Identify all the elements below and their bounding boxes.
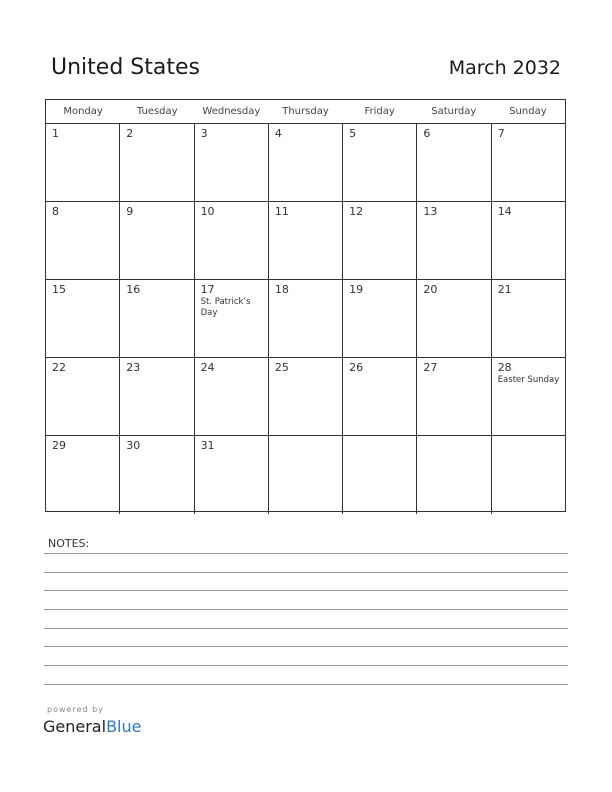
day-cell xyxy=(492,202,565,279)
day-cell xyxy=(46,280,120,357)
day-number: 5 xyxy=(349,127,357,140)
day-number: 14 xyxy=(497,205,512,218)
day-number: 28 xyxy=(497,361,512,374)
day-cell xyxy=(492,280,565,357)
day-cell xyxy=(343,202,417,279)
country-title: United States xyxy=(51,55,200,80)
brand-blue-text: Blue xyxy=(106,717,142,736)
day-number: 15 xyxy=(52,283,66,296)
note-line xyxy=(44,553,568,554)
day-cell xyxy=(120,202,194,279)
weekday-friday: Friday xyxy=(364,106,395,117)
day-cell xyxy=(343,358,417,435)
weekday-sunday: Sunday xyxy=(509,106,547,117)
day-cell xyxy=(269,358,343,435)
note-line xyxy=(44,590,568,591)
weekday-wednesday: Wednesday xyxy=(202,106,261,117)
day-number: 22 xyxy=(52,361,66,374)
day-number: 21 xyxy=(497,283,512,296)
powered-by-text: powered by xyxy=(47,705,104,714)
day-number: 29 xyxy=(52,439,66,452)
day-number: 11 xyxy=(274,205,289,218)
day-number: 25 xyxy=(274,361,289,374)
note-line xyxy=(44,572,568,573)
day-number: 10 xyxy=(200,205,215,218)
day-number: 18 xyxy=(274,283,289,296)
day-number: 19 xyxy=(349,283,364,296)
day-cell xyxy=(269,202,343,279)
day-cell xyxy=(417,124,491,201)
day-cell xyxy=(343,280,417,357)
day-number: 4 xyxy=(274,127,282,140)
weekday-thursday: Thursday xyxy=(282,106,329,117)
week-row xyxy=(46,202,565,280)
day-number: 30 xyxy=(126,439,141,452)
day-cell xyxy=(120,436,194,514)
note-line xyxy=(44,609,568,610)
day-number: 26 xyxy=(349,361,364,374)
day-number: 9 xyxy=(126,205,134,218)
day-cell xyxy=(417,202,491,279)
holiday-label: Easter Sunday xyxy=(497,375,560,385)
day-cell xyxy=(492,124,565,201)
day-number: 31 xyxy=(200,439,215,452)
day-cell xyxy=(195,280,269,357)
month-year-title: March 2032 xyxy=(448,57,561,79)
day-cell xyxy=(195,358,269,435)
calendar-grid xyxy=(45,99,566,512)
notes-label: NOTES: xyxy=(48,537,90,550)
day-cell xyxy=(417,358,491,435)
day-cell xyxy=(46,358,120,435)
day-cell xyxy=(269,124,343,201)
weekday-monday: Monday xyxy=(63,106,103,117)
day-cell xyxy=(46,436,120,514)
day-cell xyxy=(417,280,491,357)
day-cell xyxy=(120,358,194,435)
day-number: 23 xyxy=(126,361,141,374)
week-row xyxy=(46,358,565,436)
day-cell xyxy=(195,124,269,201)
day-number: 24 xyxy=(200,361,215,374)
day-cell xyxy=(120,124,194,201)
day-number: 27 xyxy=(423,361,438,374)
note-line xyxy=(44,628,568,629)
note-line xyxy=(44,646,568,647)
day-cell xyxy=(417,436,491,514)
week-row xyxy=(46,280,565,358)
weekday-header-row xyxy=(46,100,565,124)
day-cell xyxy=(195,436,269,514)
day-number: 12 xyxy=(349,205,364,218)
day-number: 7 xyxy=(497,127,505,140)
weekday-tuesday: Tuesday xyxy=(136,106,178,117)
day-number: 3 xyxy=(200,127,208,140)
day-cell xyxy=(195,202,269,279)
day-number: 2 xyxy=(126,127,134,140)
week-row xyxy=(46,436,565,514)
day-number: 1 xyxy=(52,127,59,140)
day-cell xyxy=(46,124,120,201)
week-row xyxy=(46,124,565,202)
day-number: 6 xyxy=(423,127,431,140)
generalblue-logo[interactable] xyxy=(43,717,141,736)
day-number: 17 xyxy=(200,283,215,296)
day-cell xyxy=(492,358,565,435)
note-line xyxy=(44,665,568,666)
day-cell xyxy=(492,436,565,514)
note-line xyxy=(44,684,568,685)
brand-general-text: General xyxy=(43,717,107,736)
day-cell xyxy=(343,436,417,514)
day-number: 8 xyxy=(52,205,59,218)
day-cell xyxy=(46,202,120,279)
day-cell xyxy=(120,280,194,357)
day-cell xyxy=(343,124,417,201)
day-number: 13 xyxy=(423,205,438,218)
day-number: 16 xyxy=(126,283,141,296)
day-cell xyxy=(269,280,343,357)
weekday-saturday: Saturday xyxy=(431,106,477,117)
holiday-label: St. Patrick’s Day xyxy=(200,297,251,318)
day-number: 20 xyxy=(423,283,438,296)
day-cell xyxy=(269,436,343,514)
